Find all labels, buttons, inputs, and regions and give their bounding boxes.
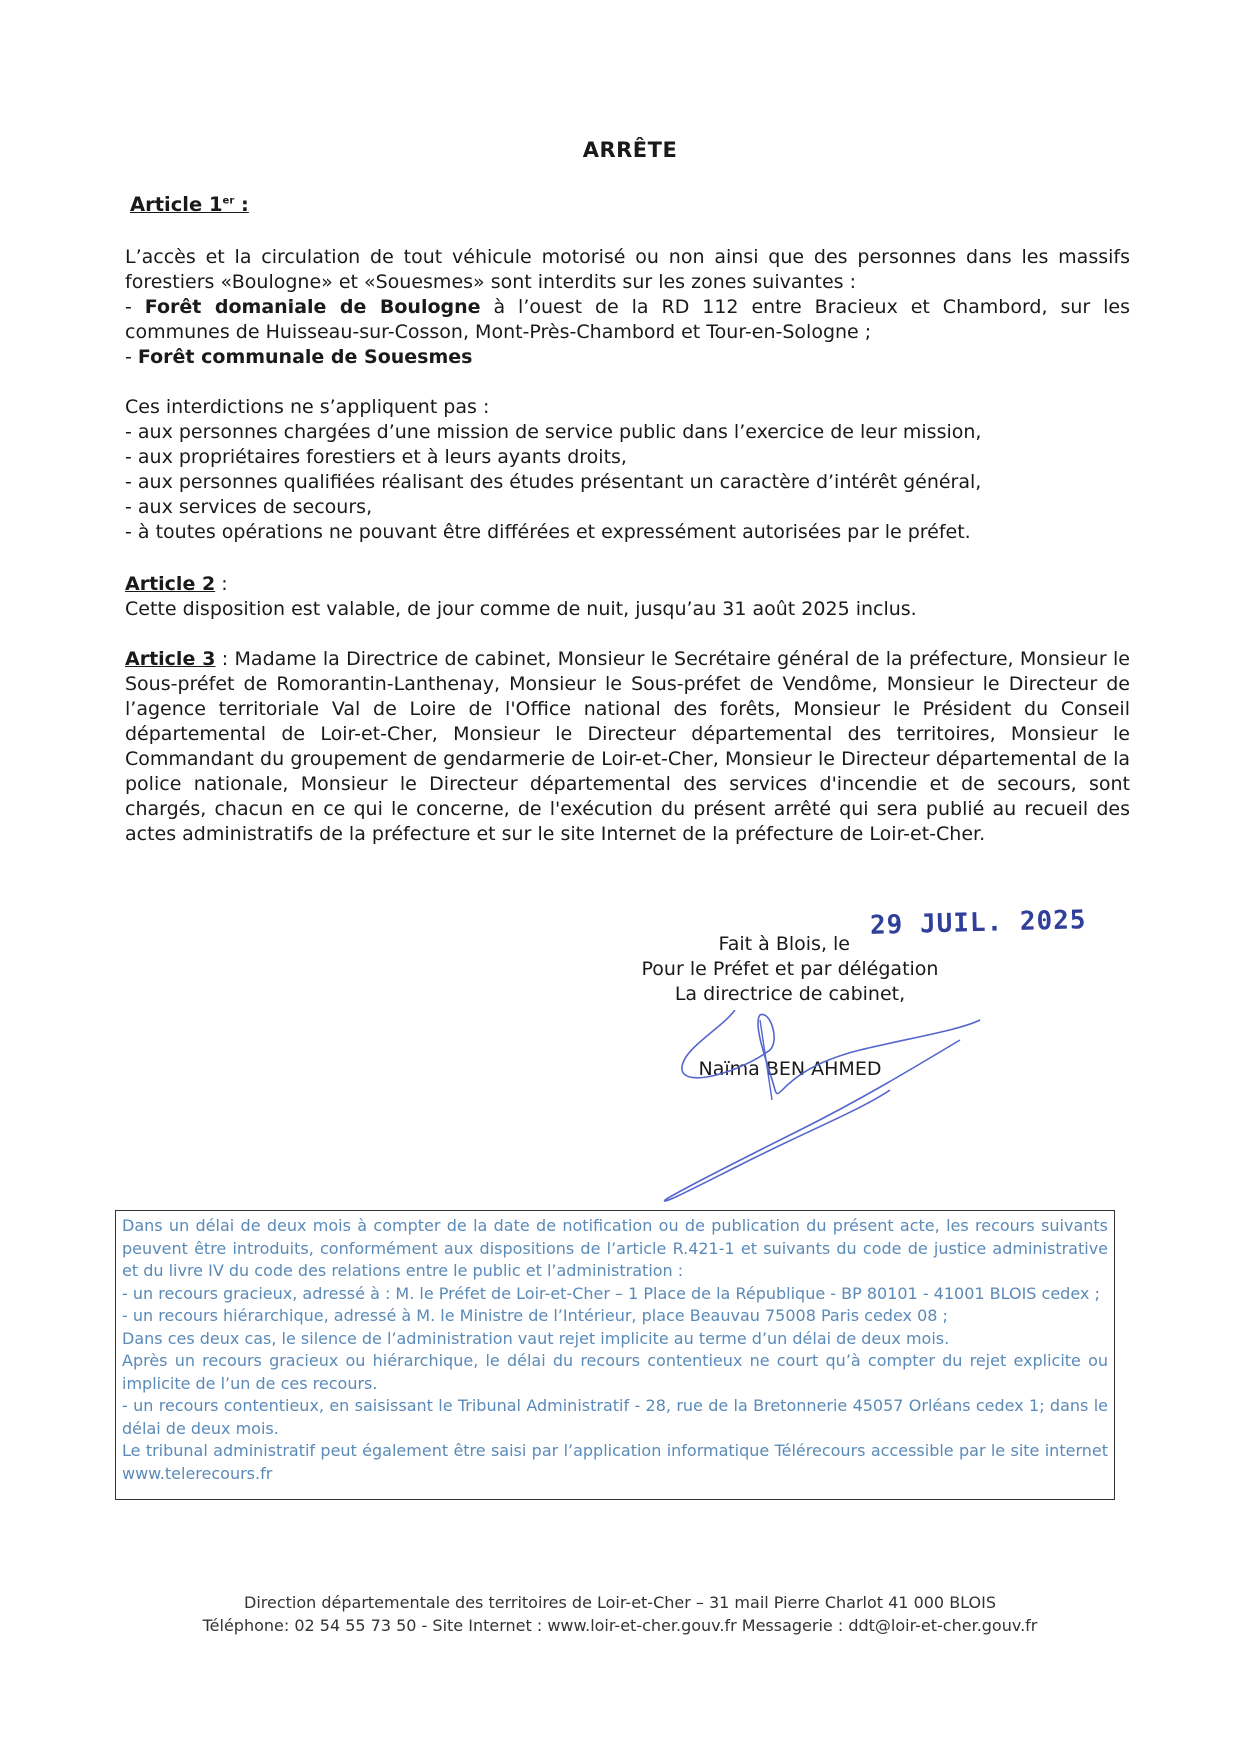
article-3-heading: Article 3 xyxy=(125,648,216,670)
exception-item: - aux personnes qualifiées réalisant des études présentant un caractère d’intérêt général, xyxy=(125,471,982,493)
recours-item: Après un recours gracieux ou hiérarchique, le délai du recours contentieux ne court qu’à compter du rejet explicite ou implicite de l’un de ces recours. xyxy=(122,1351,1108,1393)
article-2 xyxy=(125,572,1130,622)
article-3-text: Article 3 : Madame la Directrice de cabinet, Monsieur le Secrétaire général de la préfecture, Monsieur le Sous-préfet de Romorantin-Lanthenay, Monsieur le Sous-préfet de Vendôme, Monsieur le Directeur de l’agence territoriale Val de Loire de l'Office national des forêts, Monsieur le Président du Conseil départemental de Loir-et-Cher, Monsieur le Directeur départemental des territoires, Monsieur le Commandant du groupement de gendarmerie de Loir-et-Cher, Monsieur le Directeur départemental de la police nationale, Monsieur le Directeur départemental des services d'incendie et de secours, sont chargés, chacun en ce qui le concerne, de l'exécution du présent arrêté qui sera publié au recueil des actes administratifs de la préfecture et sur le site Internet de la préfecture de Loir-et-Cher. xyxy=(125,648,1130,845)
signature-role: La directrice de cabinet, xyxy=(674,983,906,1005)
handwritten-signature xyxy=(660,1010,1000,1210)
exception-item: - aux personnes chargées d’une mission de service public dans l’exercice de leur mission, xyxy=(125,421,982,443)
article-2-heading: Article 2 : xyxy=(125,573,228,595)
recours-item: - un recours hiérarchique, adressé à M. le Ministre de l’Intérieur, place Beauvau 75008 Paris cedex 08 ; xyxy=(122,1306,948,1325)
recours-item: Le tribunal administratif peut également être saisi par l’application informatique Télérecours accessible par le site internet www.telerecours.fr xyxy=(122,1441,1108,1483)
article-2-text: Cette disposition est valable, de jour comme de nuit, jusqu’au 31 août 2025 inclus. xyxy=(125,598,917,620)
zone-souesmes: - Forêt communale de Souesmes xyxy=(125,346,473,368)
exception-item: - aux propriétaires forestiers et à leurs ayants droits, xyxy=(125,446,627,468)
recours-notice-box xyxy=(115,1210,1115,1500)
article-3 xyxy=(125,647,1130,847)
article-1-heading: Article 1er : xyxy=(130,193,249,216)
recours-intro: Dans un délai de deux mois à compter de la date de notification ou de publication du présent acte, les recours suivants peuvent être introduits, conformément aux dispositions de l’article R.421-1 et suivants du code de justice administrative et du livre IV du code des relations entre le public et l’administration : xyxy=(122,1216,1108,1280)
document-title: ARRÊTE xyxy=(582,138,678,162)
recours-item: - un recours gracieux, adressé à : M. le Préfet de Loir-et-Cher – 1 Place de la République - BP 80101 - 41001 BLOIS cedex ; xyxy=(122,1283,1100,1303)
footer-contact: Téléphone: 02 54 55 73 50 - Site Internet : www.loir-et-cher.gouv.fr Messagerie : ddt@loir-et-cher.gouv.fr xyxy=(202,1616,1038,1635)
date-stamp: 29 JUIL. 2025 xyxy=(869,905,1087,941)
signature-delegation: Pour le Préfet et par délégation xyxy=(641,958,939,980)
article-1-intro: L’accès et la circulation de tout véhicule motorisé ou non ainsi que des personnes dans les massifs forestiers «Boulogne» et «Souesmes» sont interdits sur les zones suivantes : xyxy=(125,246,1130,293)
exception-item: - à toutes opérations ne pouvant être différées et expressément autorisées par le préfet. xyxy=(125,521,971,543)
footer-address: Direction départementale des territoires de Loir-et-Cher – 31 mail Pierre Charlot 41 000 BLOIS xyxy=(244,1593,996,1612)
recours-item: Dans ces deux cas, le silence de l’administration vaut rejet implicite au terme d’un délai de deux mois. xyxy=(122,1328,950,1348)
signature-place: Fait à Blois, le xyxy=(718,933,850,955)
article-1-body xyxy=(125,245,1130,545)
recours-item: - un recours contentieux, en saisissant le Tribunal Administratif - 28, rue de la Bretonnerie 45057 Orléans cedex 1; dans le délai de deux mois. xyxy=(122,1396,1108,1438)
zone-boulogne: - Forêt domaniale de Boulogne à l’ouest de la RD 112 entre Bracieux et Chambord, sur les communes de Huisseau-sur-Cosson, Mont-Près-Chambord et Tour-en-Sologne ; xyxy=(125,296,1130,343)
exceptions-intro: Ces interdictions ne s’appliquent pas : xyxy=(125,396,490,418)
exception-item: - aux services de secours, xyxy=(125,496,373,518)
signatory-name: Naïma BEN AHMED xyxy=(698,1058,882,1080)
